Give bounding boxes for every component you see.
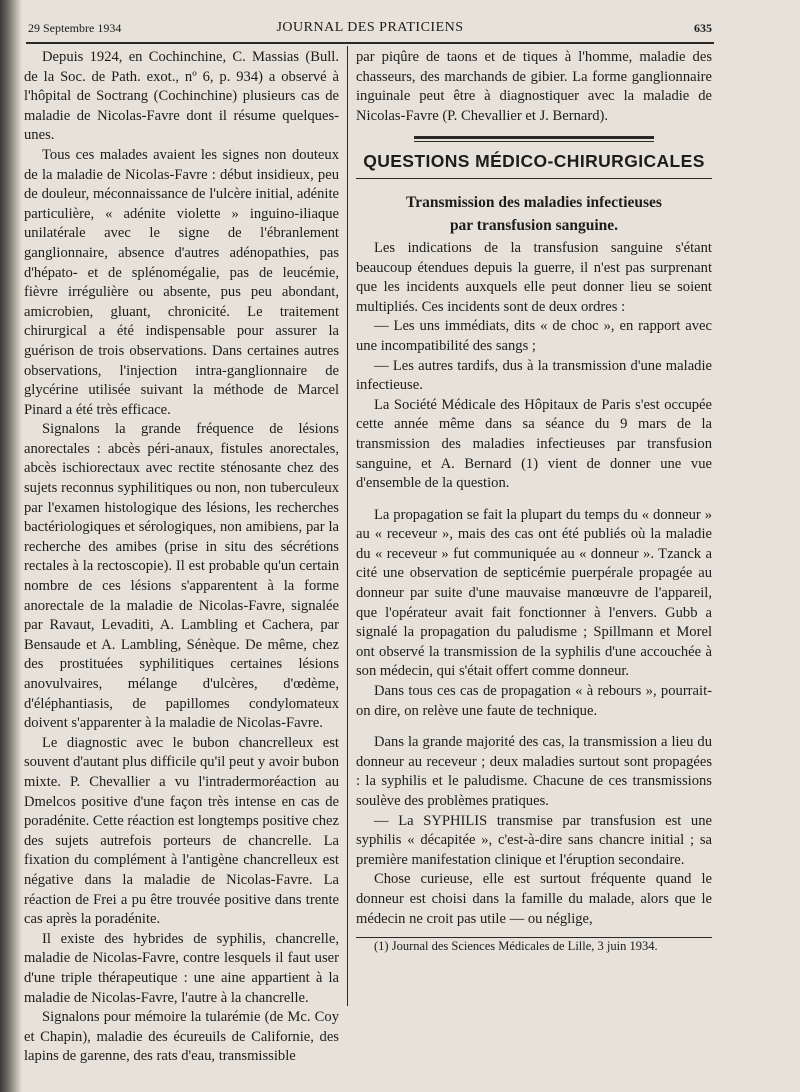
- page-header: [28, 18, 712, 40]
- article-title-line-2: par transfusion sanguine.: [449, 216, 619, 234]
- section-title: QUESTIONS MÉDICO-CHIRURGICALES: [363, 151, 705, 172]
- section-divider: [414, 136, 654, 142]
- article-paragraph-2: — Les uns immédiats, dits « de choc », en rapport avec une incompatibilité des sangs ;: [356, 318, 712, 354]
- article-paragraph-3: — Les autres tardifs, dus à la transmission d'une maladie infectieuse.: [356, 357, 712, 394]
- article-paragraph-9: Chose curieuse, elle est surtout fréquente quand le donneur est choisi dans la famille du malade, alors que le médecin ne croit pas utile — ou néglige,: [356, 871, 712, 927]
- header-date: 29 Septembre 1934: [28, 21, 122, 35]
- right-paragraph-continued: par piqûre de taons et de tiques à l'homme, maladie des chasseurs, des marchands de gibier. La forme ganglionnaire inguinale peut être à diagnostiquer avec la maladie de Nicolas-Favre (P. Chevallier et J. Bernard).: [356, 49, 712, 124]
- column-divider: [347, 46, 348, 1006]
- left-paragraph-1: Depuis 1924, en Cochinchine, C. Massias (Bull. de la Soc. de Path. exot., nº 6, p. 934) a observé à l'hôpital de Soctrang (Cochinchine) plusieurs cas de maladie de Nicolas-Favre dont il résume quelques-unes.: [24, 49, 339, 144]
- article-paragraph-4: La Société Médicale des Hôpitaux de Paris s'est occupée cette année même dans sa séance du 9 mars de la transmission des maladies infectieuses par transfusion sanguine, et A. Bernard (1) vient de donner une vue d'ensemble de la question.: [356, 396, 712, 492]
- left-paragraph-6: Signalons pour mémoire la tularémie (de Mc. Coy et Chapin), maladie des écureuils de Californie, des lapins de garenne, des rats d'eau, transmissible: [24, 1009, 339, 1065]
- page-binding-shadow: [0, 0, 22, 1092]
- left-column: [24, 48, 339, 1067]
- left-paragraph-3: Signalons la grande fréquence de lésions anorectales : abcès péri-anaux, fistules anorectales, abcès ischiorectaux avec rectite sténosante chez des sujets reconnus syphilitiques ou non, non tuberculeux par l'examen histologique des lésions, les recherches bactériologiques et sérologiques, non amibiens, par la recherche des amibes (prise in situ des sécrétions rectales à la rectoscopie). Il est probable qu'un certain nombre de ces lésions s'apparentent à la forme anorectale de la maladie de Nicolas-Favre, signalée par Ravaut, Levaditi, A. Lambling et Cachera, par Bensaude et A. Lambling, Sénèque. De même, chez des prostituées syphilitiques certaines lésions anovulvaires, mélange d'ulcères, d'œdème, d'éléphantiasis, de papillomes condylomateux doivent s'apparenter à la maladie de Nicolas-Favre.: [24, 421, 339, 732]
- section-title-rule: [356, 178, 712, 179]
- article-paragraph-5: La propagation se fait la plupart du temps du « donneur » au « receveur », mais des cas ont été publiés où la maladie du « receveur » fut communiquée au « donneur ». Tzanck a cité une observation de septicémie puerpérale propagée au donneur par suite d'une mauvaise manœuvre de l'appareil, que l'opérateur avait fait fonctionner à l'envers. Gubb a signalé la propagation du paludisme ; Spillmann et Morel ont observé la transmission de la syphilis d'une accouchée à son médecin, qui s'était offert comme donneur.: [356, 506, 712, 680]
- article-paragraph-6: Dans tous ces cas de propagation « à rebours », pourrait-on dire, on relève une faute de technique.: [356, 683, 712, 719]
- left-paragraph-4: Le diagnostic avec le bubon chancrelleux est souvent d'autant plus difficile qu'il peut y avoir bubon mixte. P. Chevallier a vu l'intradermoréaction au Dmelcos positive d'une façon très intense en cas de poradénite. Cette réaction est longtemps positive chez des sujets autrefois porteurs de chancrelle. La fixation du complément à l'antigène chancrelleux est négative dans la maladie de Nicolas-Favre. La réaction de Frei a pu être trouvée positive dans trente cas après la poradénite.: [24, 734, 339, 928]
- header-page-number: 635: [694, 21, 712, 35]
- right-column: [356, 48, 712, 955]
- left-paragraph-2: Tous ces malades avaient les signes non douteux de la maladie de Nicolas-Favre : début insidieux, peu de douleur, méconnaissance de l'ulcère initial, adénite particulière, « adénite violette » inguino-iliaque unilatérale avec le signe de l'ébranlement ganglionnaire, absence d'autres adénopathies, pas d'hépato- et de splénomégalie, pas de leucémie, fièvre irrégulière ou absente, pus peu abondant, amicrobien, gluant, chronicité. Le traitement chirurgical a été indispensable pour assurer la guérison de trois observations. Dans certaines autres observations, l'injection intra-ganglionnaire de glycérine utilisée suivant la méthode de Marcel Pinard a été très efficace.: [24, 146, 339, 418]
- article-paragraph-8: — La SYPHILIS transmise par transfusion est une syphilis « décapitée », c'est-à-dire sans chancre initial ; sa première manifestation clinique et l'éruption secondaire.: [356, 812, 712, 868]
- footnote: (1) Journal des Sciences Médicales de Lille, 3 juin 1934.: [374, 939, 658, 954]
- article-title-line-1: Transmission des maladies infectieuses: [406, 193, 662, 211]
- article-paragraph-1: Les indications de la transfusion sanguine s'étant beaucoup étendues depuis la guerre, il n'est pas surprenant que les incidents auxquels elle peut donner lieu se soient multipliés. Ces incidents sont de deux ordres :: [356, 239, 712, 315]
- header-journal-title: JOURNAL DES PRATICIENS: [276, 20, 464, 35]
- article-paragraph-7: Dans la grande majorité des cas, la transmission a lieu du donneur au receveur ; deux maladies surtout sont propagées : la syphilis et le paludisme. Chacune de ces transmissions soulève des problèmes pratiques.: [356, 734, 712, 809]
- left-paragraph-5: Il existe des hybrides de syphilis, chancrelle, maladie de Nicolas-Favre, contre lesquels il faut user d'une triple thérapeutique : une aine appartient à la maladie de Nicolas-Favre, l'autre à la chancrelle.: [24, 930, 339, 1006]
- header-rule: [26, 42, 714, 44]
